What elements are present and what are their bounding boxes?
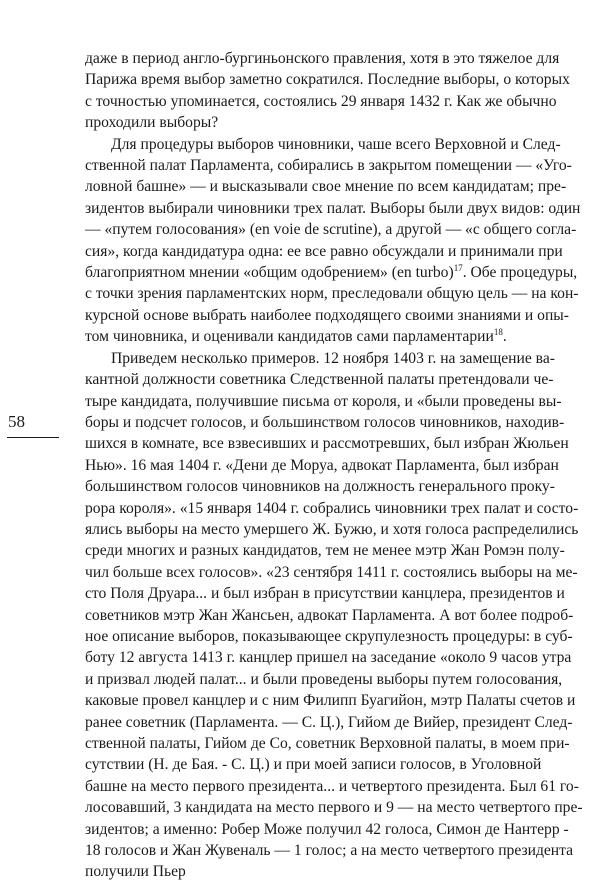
text-line: каковые провел канцлер и с ним Филипп Буагийон, мэтр Палаты счетов и bbox=[85, 692, 576, 710]
footnote-ref-17[interactable]: 17 bbox=[453, 262, 463, 273]
text-line bbox=[85, 262, 578, 283]
text-line: советников мэтр Жан Жансьен, адвокат Парламента. А вот более подроб- bbox=[85, 606, 574, 624]
text-line: Нью». 16 мая 1404 г. «Дени де Моруа, адвокат Парламента, был избран bbox=[85, 456, 559, 474]
text-line: чил больше всех голосов». «23 сентября 1411 г. состоялись выборы на ме- bbox=[85, 563, 578, 581]
text-fragment: . bbox=[502, 328, 507, 346]
text-line: с точностью упоминается, состоялись 29 января 1432 г. Как же обычно bbox=[85, 92, 557, 110]
text-line: ялись выборы на место умершего Ж. Бужю, и хотя голоса распределились bbox=[85, 520, 579, 538]
text-line: Приведем несколько примеров. 12 ноября 1403 г. на замещение ва- bbox=[111, 349, 555, 367]
text-line: тыре кандидата, получившие письма от короля, и «были проведены вы- bbox=[85, 392, 562, 410]
text-line: шихся в комнате, все взвесивших и рассмотревших, был избран Жюльен bbox=[85, 435, 569, 453]
body-text bbox=[85, 48, 583, 883]
text-line: даже в период англо-бургиньонского правления, хотя в это тяжелое для bbox=[85, 50, 560, 67]
text-line: ное описание выборов, показывающее скрупулезность процедуры: в суб- bbox=[85, 627, 573, 645]
text-line: рора короля». «15 января 1404 г. собрались чиновники трех палат и состо- bbox=[85, 499, 579, 517]
text-line: большинством голосов чиновников на должность генерального проку- bbox=[85, 478, 555, 496]
footnote-ref-18[interactable]: 18 bbox=[493, 327, 503, 338]
text-line: курсной основе выбрать наиболее подходящего своими знаниями и опы- bbox=[85, 306, 569, 324]
text-line: сия», когда кандидатура одна: ее все равно обсуждали и принимали при bbox=[85, 242, 563, 260]
text-line: ственной палат Парламента, собирались в закрытом помещении — «Уго- bbox=[85, 157, 572, 175]
text-line: кантной должности советника Следственной палаты претендовали че- bbox=[85, 371, 554, 389]
text-line: лосовавший, 3 кандидата на место первого и 9 — на место четвертого пре- bbox=[85, 799, 583, 817]
text-line: сутствии (Н. де Бая. - С. Ц.) и при моей записи голосов, в Уголовной bbox=[85, 756, 542, 774]
text-line: ранее советник (Парламента. — С. Ц.), Гийом де Вийер, президент След- bbox=[85, 713, 573, 731]
paragraph-2 bbox=[85, 134, 581, 348]
text-line: башне на место первого президента... и четвертого президента. Был 61 го- bbox=[85, 777, 579, 795]
text-line: получили Пьер bbox=[85, 863, 186, 881]
text-line: ловной башне» — и высказывали свое мнение по всем кандидатам; пре- bbox=[85, 178, 567, 196]
text-line: 18 голосов и Жан Жувеналь — 1 голос; а на место четвертого президента bbox=[85, 842, 574, 860]
text-fragment: благоприятном мнении «общим одобрением» (en turbo) bbox=[85, 264, 454, 282]
text-line: зидентов выбирали чиновники трех палат. Выборы были двух видов: один bbox=[85, 199, 581, 217]
text-line: ственной палаты, Гийом де Со, советник Верховной палаты, в моем при- bbox=[85, 735, 570, 752]
text-line: Для процедуры выборов чиновники, чаше всего Верховной и След- bbox=[111, 135, 561, 153]
text-line: боту 12 августа 1413 г. канцлер пришел на заседание «около 9 часов утра bbox=[85, 649, 572, 667]
page-number: 58 bbox=[8, 412, 25, 431]
text-line: зидентов; а именно: Робер Може получил 42 голоса, Симон де Нантерр - bbox=[85, 820, 569, 838]
paragraph-1 bbox=[85, 48, 570, 134]
text-line: среди многих и разных кандидатов, тем не менее мэтр Жан Ромэн полу- bbox=[85, 542, 565, 560]
text-fragment: . Обе процедуры, bbox=[462, 264, 578, 282]
text-line: сто Поля Друара... и был избран в присутствии канцлера, президентов и bbox=[85, 585, 565, 603]
text-line bbox=[85, 326, 527, 347]
text-line: боры и подсчет голосов, и большинством голосов чиновников, находив- bbox=[85, 413, 565, 431]
paragraph-3 bbox=[85, 348, 583, 883]
text-line: проходили выборы? bbox=[85, 114, 219, 132]
page-number-rule bbox=[7, 437, 59, 438]
text-line: — «путем голосования» (en voie de scrutine), а другой — «с общего согла- bbox=[85, 221, 577, 239]
text-line: с точки зрения парламентских норм, преследовали общую цель — на кон- bbox=[85, 285, 579, 303]
text-fragment: том чиновника, и оценивали кандидатов сами парламентарии bbox=[85, 328, 494, 346]
text-line: и призвал людей палат... и были проведены выборы путем голосования, bbox=[85, 670, 563, 688]
text-line: Парижа время выбор заметно сократился. Последние выборы, о которых bbox=[85, 71, 570, 89]
